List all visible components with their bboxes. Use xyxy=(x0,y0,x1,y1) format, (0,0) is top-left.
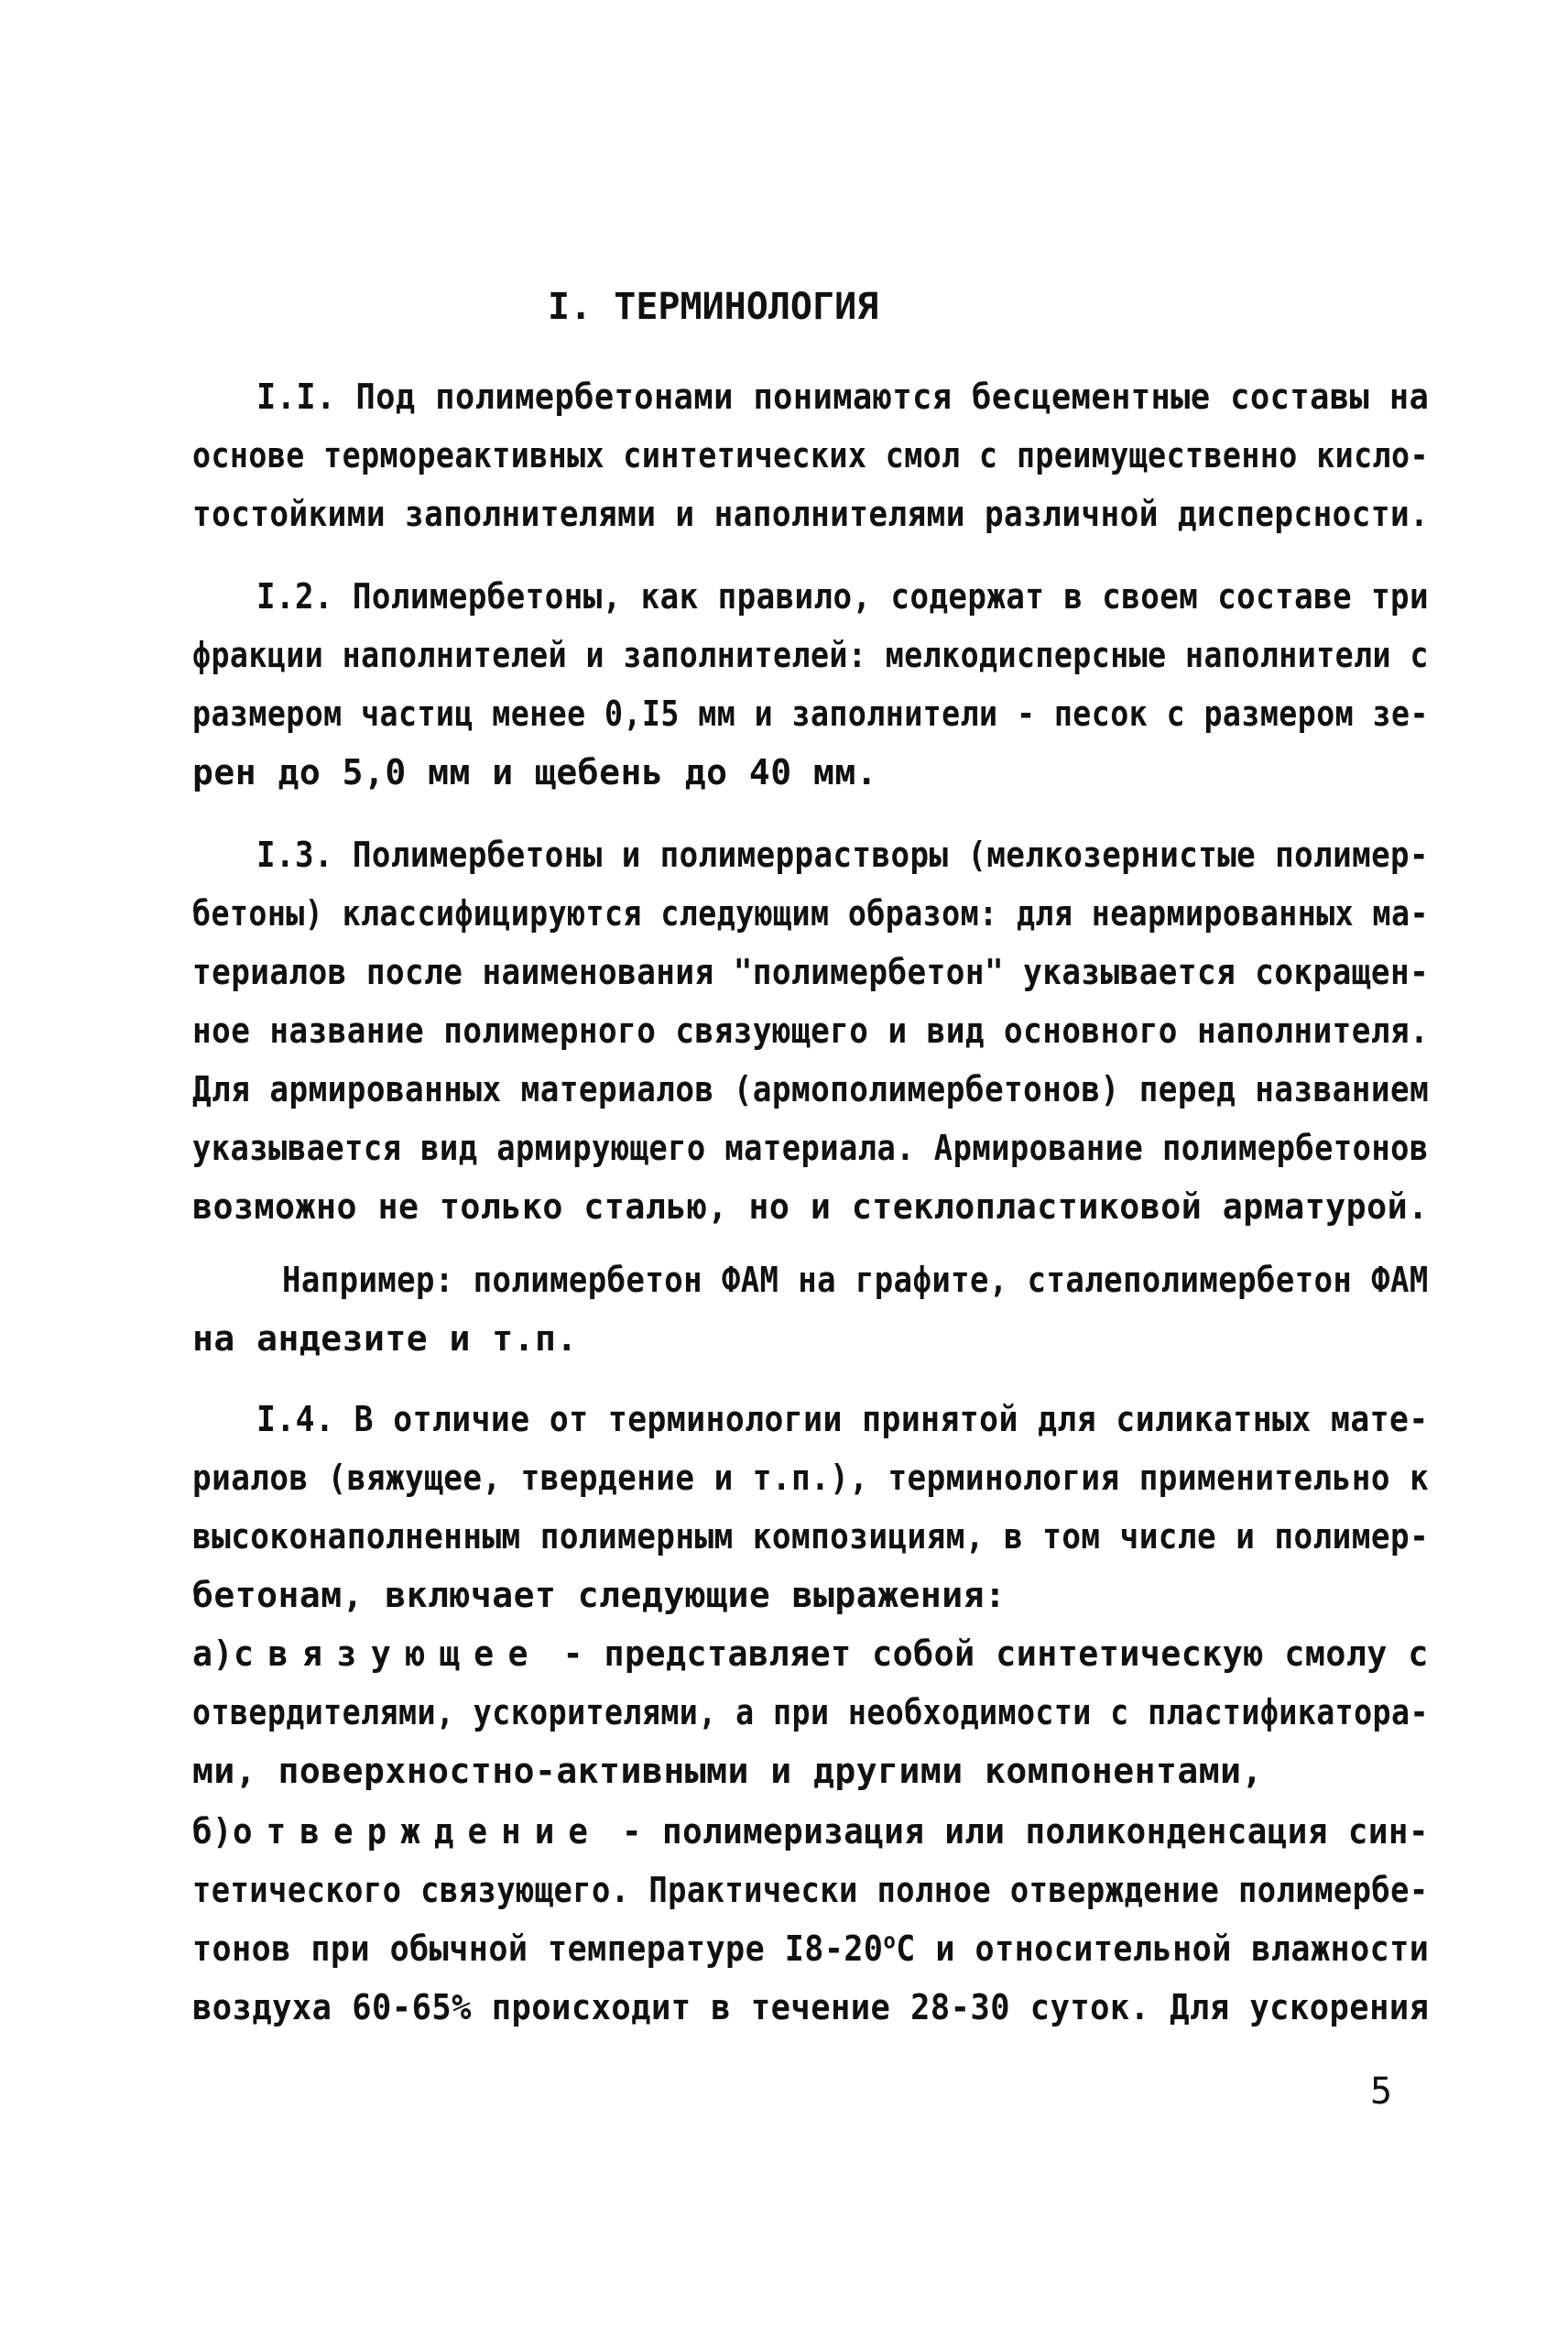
item-a-line-1-rest: - представляет собой синтетическую смолу с xyxy=(541,1633,1429,1674)
item-b-term: отверждение xyxy=(233,1811,602,1852)
page-number: 5 xyxy=(1370,2070,1393,2113)
p1-line-3: тостойкими заполнителями и наполнителями различной дисперсности. xyxy=(192,494,1430,534)
p4-line-2: риалов (вяжущее, твердение и т.п.), терминология применительно к xyxy=(192,1458,1430,1498)
p1-line-2: основе термореактивных синтетических смол с преимущественно кисло- xyxy=(192,435,1429,475)
p2-line-4: рен до 5,0 мм и щебень до 40 мм. xyxy=(192,752,878,792)
p3-line-6: указывается вид армирующего материала. Армирование полимербетонов xyxy=(192,1128,1429,1168)
p2-line-2: фракции наполнителей и заполнителей: мелкодисперсные наполнители с xyxy=(192,635,1429,675)
p3-line-7: возможно не только сталью, но и стеклопластиковой арматурой. xyxy=(192,1186,1429,1227)
p2-line-3: размером частиц менее 0,I5 мм и заполнители - песок с размером зе- xyxy=(192,694,1429,734)
p4-line-3: высоконаполненным полимерным композициям, в том числе и полимер- xyxy=(192,1516,1430,1557)
item-b-line-3 xyxy=(192,1928,1430,1969)
item-a-line-1 xyxy=(192,1633,1429,1674)
p3-line-1: I.3. Полимербетоны и полимеррастворы (мелкозернистые полимер- xyxy=(256,835,1430,875)
item-b-line-3-b: С и относительной влажности xyxy=(896,1928,1430,1969)
item-b-line-2: тетического связующего. Практически полное отверждение полимербе- xyxy=(192,1870,1429,1910)
item-b-line-1-rest: - полимеризация или поликонденсация син- xyxy=(601,1811,1429,1852)
item-a-term: связующее xyxy=(234,1633,542,1674)
item-b-line-3-a: тонов при обычной температуре I8-20 xyxy=(192,1928,884,1969)
example-line-2: на андезите и т.п. xyxy=(192,1318,578,1359)
item-b-line-1 xyxy=(192,1811,1429,1852)
p3-line-3: териалов после наименования "полимербетон" указывается сокращен- xyxy=(192,952,1430,992)
item-a-line-2: отвердителями, ускорителями, а при необходимости с пластификатора- xyxy=(192,1692,1429,1732)
example-line-1: Например: полимербетон ФАМ на графите, сталеполимербетон ФАМ xyxy=(282,1260,1429,1300)
item-b-marker: б) xyxy=(192,1811,234,1852)
item-a-line-3: ми, поверхностно-активными и другими компонентами, xyxy=(192,1751,1263,1791)
p3-line-4: ное название полимерного связующего и вид основного наполнителя. xyxy=(192,1011,1430,1051)
section-title: I. ТЕРМИНОЛОГИЯ xyxy=(548,286,879,328)
p4-line-4: бетонам, включает следующие выражения: xyxy=(192,1575,1007,1615)
p3-line-5: Для армированных материалов (армополимербетонов) перед названием xyxy=(192,1069,1430,1109)
item-b-line-4: воздуха 60-65% происходит в течение 28-30 суток. Для ускорения xyxy=(192,1987,1430,2027)
p3-line-2: бетоны) классифицируются следующим образом: для неармированных ма- xyxy=(192,893,1429,934)
p2-line-1: I.2. Полимербетоны, как правило, содержат в своем составе три xyxy=(256,576,1430,617)
item-a-marker: а) xyxy=(192,1633,234,1674)
p1-line-1: I.I. Под полимербетонами понимаются бесцементные составы на xyxy=(256,377,1430,417)
degree-superscript: o xyxy=(883,1928,897,1954)
p4-line-1: I.4. В отличие от терминологии принятой для силикатных мате- xyxy=(256,1399,1429,1439)
